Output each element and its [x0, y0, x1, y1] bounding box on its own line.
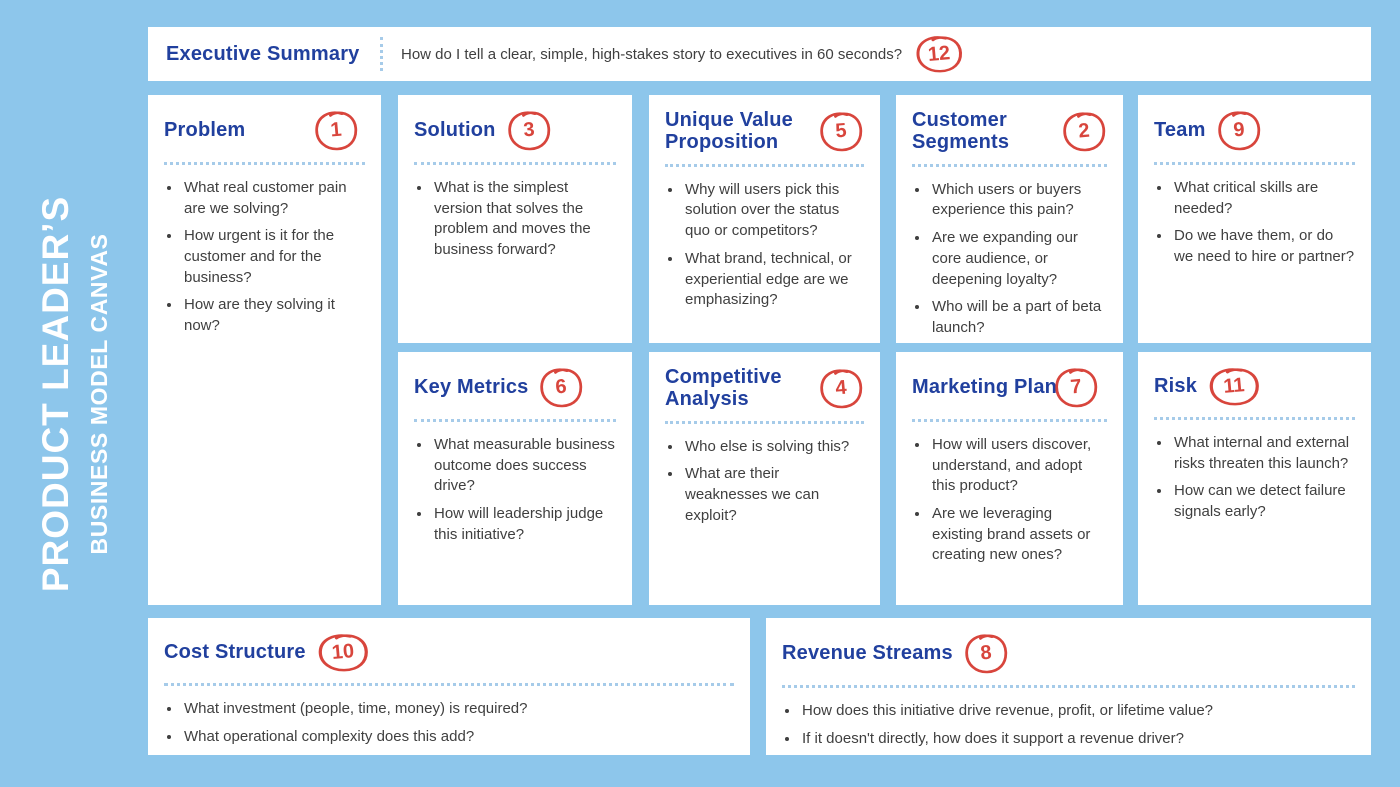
- dotted-divider: [414, 162, 616, 165]
- question-list: [912, 180, 1107, 339]
- card-title: Team: [1154, 119, 1206, 142]
- question-item: • What internal and external risks threaten this launch?: [1172, 433, 1355, 474]
- circled-number-3: [506, 109, 552, 152]
- badge-number: 11: [1222, 374, 1246, 398]
- dotted-divider: [665, 164, 864, 167]
- question-list: [665, 437, 864, 527]
- dotted-divider: [1154, 417, 1355, 420]
- question-item: • Are we leveraging existing brand assets or creating new ones?: [930, 504, 1107, 566]
- question-item: • Who will be a part of beta launch?: [930, 297, 1107, 338]
- badge-number: 1: [329, 118, 343, 142]
- question-item: • Do we have them, or do we need to hire or partner?: [1172, 226, 1355, 267]
- dotted-divider: [782, 685, 1355, 688]
- question-item: • How can we detect failure signals early?: [1172, 481, 1355, 522]
- card-title: Key Metrics: [414, 376, 529, 399]
- question-list: [414, 435, 616, 545]
- badge-number: 4: [834, 376, 848, 400]
- dotted-divider: [414, 419, 616, 422]
- question-item: • What critical skills are needed?: [1172, 178, 1355, 219]
- card-unique-value-proposition: [649, 95, 880, 343]
- question-list: [912, 435, 1107, 566]
- badge-number: 2: [1077, 119, 1091, 143]
- card-title: Cost Structure: [164, 641, 306, 664]
- question-item: • Why will users pick this solution over the status quo or competitors?: [683, 180, 864, 242]
- card-title: Unique Value Proposition: [665, 109, 793, 154]
- circled-number-12: [914, 34, 964, 74]
- card-title: Competitive Analysis: [665, 366, 782, 411]
- card-revenue-streams: [766, 618, 1371, 755]
- brand-subtitle: BUSINESS MODEL CANVAS: [86, 233, 112, 555]
- circled-number-2: [1061, 110, 1107, 153]
- question-item: • What real customer pain are we solving?: [182, 178, 365, 219]
- badge-number: 7: [1069, 375, 1083, 399]
- badge-number: 5: [834, 119, 848, 143]
- question-list: [1154, 433, 1355, 523]
- card-customer-segments: [896, 95, 1123, 343]
- question-item: • What is the simplest version that solves the problem and moves the business forward?: [432, 178, 616, 261]
- dotted-divider: [164, 162, 365, 165]
- card-key-metrics: [398, 352, 632, 605]
- card-cost-structure: [148, 618, 750, 755]
- badge-number: 9: [1232, 118, 1246, 142]
- question-item: • What measurable business outcome does success drive?: [432, 435, 616, 497]
- circled-number-8: [963, 632, 1009, 675]
- question-item: • How will users discover, understand, and adopt this product?: [930, 435, 1107, 497]
- badge-number: 10: [330, 640, 355, 664]
- question-item: • If it doesn't directly, how does it support a revenue driver?: [800, 729, 1355, 750]
- card-risk: [1138, 352, 1371, 605]
- brand-text: [35, 195, 113, 591]
- question-item: • What brand, technical, or experiential edge are we emphasizing?: [683, 249, 864, 311]
- brand-title: PRODUCT LEADER’S: [35, 195, 76, 592]
- question-list: [414, 178, 616, 261]
- badge-number: 6: [554, 375, 568, 399]
- card-title: Problem: [164, 119, 246, 142]
- card-team: [1138, 95, 1371, 343]
- badge-number: 12: [927, 41, 952, 66]
- question-item: • How are they solving it now?: [182, 295, 365, 336]
- card-executive-summary: [148, 27, 1371, 81]
- card-solution: [398, 95, 632, 343]
- dotted-divider: [665, 421, 864, 424]
- circled-number-6: [538, 366, 584, 409]
- question-list: [782, 701, 1355, 749]
- card-title: Marketing Plan: [912, 376, 1058, 399]
- circled-number-11: [1207, 366, 1261, 407]
- question-list: [164, 178, 365, 337]
- badge-number: 8: [979, 641, 993, 665]
- dotted-divider: [380, 37, 383, 71]
- card-problem: [148, 95, 381, 605]
- question-list: [665, 180, 864, 311]
- dotted-divider: [164, 683, 734, 686]
- circled-number-7: [1053, 366, 1099, 409]
- circled-number-5: [818, 110, 864, 153]
- question-item: • How urgent is it for the customer and for the business?: [182, 226, 365, 288]
- brand-sidebar: [0, 0, 148, 787]
- question-list: [1154, 178, 1355, 268]
- card-competitive-analysis: [649, 352, 880, 605]
- badge-number: 3: [522, 118, 536, 142]
- question-item: • How does this initiative drive revenue, profit, or lifetime value?: [800, 701, 1355, 722]
- question-item: • What investment (people, time, money) is required?: [182, 699, 734, 720]
- card-marketing-plan: [896, 352, 1123, 605]
- question-item: • What operational complexity does this add?: [182, 727, 734, 748]
- dotted-divider: [912, 164, 1107, 167]
- card-title: Solution: [414, 119, 496, 142]
- card-title: Customer Segments: [912, 109, 1010, 154]
- card-title: Risk: [1154, 375, 1198, 398]
- question-item: • Are we expanding our core audience, or deepening loyalty?: [930, 228, 1107, 290]
- question-item: • Who else is solving this?: [683, 437, 864, 458]
- card-title: Executive Summary: [166, 42, 360, 65]
- circled-number-4: [818, 367, 864, 410]
- question-item: • How will leadership judge this initiative?: [432, 504, 616, 545]
- circled-number-10: [316, 632, 370, 673]
- question-item: • Which users or buyers experience this pain?: [930, 180, 1107, 221]
- card-title: Revenue Streams: [782, 642, 953, 665]
- question-item: • What are their weaknesses we can exploit?: [683, 464, 864, 526]
- question-list: [164, 699, 734, 747]
- circled-number-1: [313, 109, 359, 152]
- dotted-divider: [1154, 162, 1355, 165]
- dotted-divider: [912, 419, 1107, 422]
- question-text: How do I tell a clear, simple, high-stakes story to executives in 60 seconds?: [401, 45, 903, 63]
- circled-number-9: [1216, 109, 1262, 152]
